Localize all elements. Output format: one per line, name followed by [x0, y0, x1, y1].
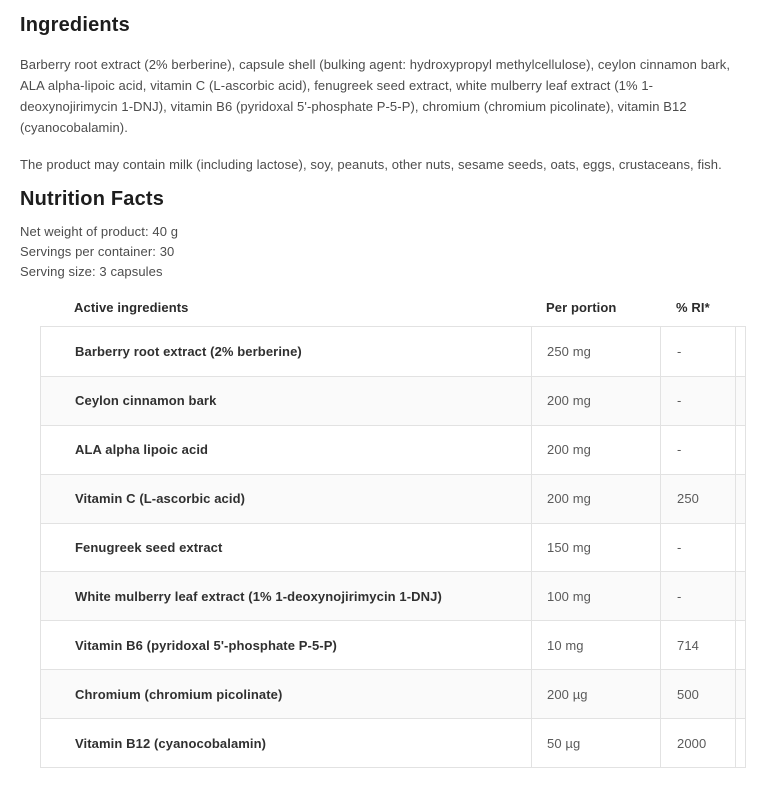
- per-portion-cell: 50 µg: [531, 719, 660, 767]
- spacer-cell: [735, 377, 745, 425]
- allergen-warning-text: The product may contain milk (including lactose), soy, peanuts, other nuts, sesame seeds, oats, eggs, crustaceans, fish.: [20, 157, 722, 172]
- spacer-cell: [735, 670, 745, 718]
- spacer-cell: [735, 426, 745, 474]
- serving-size-line: Serving size: 3 capsules: [20, 264, 163, 279]
- spacer-cell: [735, 524, 745, 572]
- per-portion-cell: 100 mg: [531, 572, 660, 620]
- spacer-cell: [735, 719, 745, 767]
- ingredient-name-cell: White mulberry leaf extract (1% 1-deoxynojirimycin 1-DNJ): [75, 588, 442, 604]
- per-portion-cell: 200 mg: [531, 426, 660, 474]
- nutrition-facts-title: Nutrition Facts: [20, 188, 165, 210]
- per-portion-cell: 250 mg: [531, 327, 660, 376]
- table-row: [41, 425, 745, 474]
- table-row: [41, 669, 745, 718]
- ingredient-name-cell: Ceylon cinnamon bark: [75, 393, 217, 409]
- net-weight-line: Net weight of product: 40 g: [20, 224, 179, 239]
- table-body: [40, 326, 746, 768]
- ri-cell: -: [660, 377, 735, 425]
- table-row: [41, 376, 745, 425]
- header-ri: % RI*: [676, 299, 710, 315]
- spacer-cell: [735, 475, 745, 523]
- table-row: [41, 327, 745, 376]
- ingredients-title: Ingredients: [20, 14, 130, 36]
- ri-cell: -: [660, 426, 735, 474]
- per-portion-cell: 150 mg: [531, 524, 660, 572]
- ri-cell: -: [660, 572, 735, 620]
- spacer-cell: [735, 327, 745, 376]
- ri-cell: 250: [660, 475, 735, 523]
- ri-cell: -: [660, 327, 735, 376]
- spacer-cell: [735, 572, 745, 620]
- ingredient-name-cell: Vitamin B12 (cyanocobalamin): [75, 735, 267, 751]
- per-portion-cell: 10 mg: [531, 621, 660, 669]
- table-row: [41, 620, 745, 669]
- ingredient-name-cell: Barberry root extract (2% berberine): [75, 343, 302, 359]
- ingredient-name-cell: Vitamin B6 (pyridoxal 5'-phosphate P-5-P): [75, 637, 337, 653]
- table-header-row: [40, 288, 746, 326]
- spacer-cell: [735, 621, 745, 669]
- table-row: [41, 718, 745, 767]
- per-portion-cell: 200 mg: [531, 377, 660, 425]
- per-portion-cell: 200 µg: [531, 670, 660, 718]
- ingredient-name-cell: ALA alpha lipoic acid: [75, 442, 209, 458]
- servings-per-container-line: Servings per container: 30: [20, 244, 175, 259]
- ingredient-name-cell: Fenugreek seed extract: [75, 540, 223, 555]
- ingredient-name-cell: Chromium (chromium picolinate): [75, 686, 283, 702]
- ri-cell: 500: [660, 670, 735, 718]
- ingredients-composition-text: Barberry root extract (2% berberine), capsule shell (bulking agent: hydroxypropyl methylcellulose), ceylon cinnamon bark, ALA alpha-lipoic acid, vitamin C (L-ascorbic acid), fenugreek seed extract, white mulberry leaf extract (1% 1-deoxynojirimycin 1-DNJ), vitamin B6 (pyridoxal 5'-phosphate P-5-P), chromium (chromium picolinate), vitamin B12 (cyanocobalamin).: [20, 57, 731, 135]
- active-ingredients-table: [40, 288, 746, 768]
- header-per-portion: Per portion: [546, 299, 617, 315]
- table-row: [41, 474, 745, 523]
- per-portion-cell: 200 mg: [531, 475, 660, 523]
- table-row: [41, 523, 745, 572]
- ri-cell: 714: [660, 621, 735, 669]
- table-row: [41, 571, 745, 620]
- header-active-ingredients: Active ingredients: [74, 299, 189, 315]
- serving-info-block: [20, 222, 742, 282]
- ingredient-name-cell: Vitamin C (L-ascorbic acid): [75, 491, 246, 507]
- ri-cell: -: [660, 524, 735, 572]
- ri-cell: 2000: [660, 719, 735, 767]
